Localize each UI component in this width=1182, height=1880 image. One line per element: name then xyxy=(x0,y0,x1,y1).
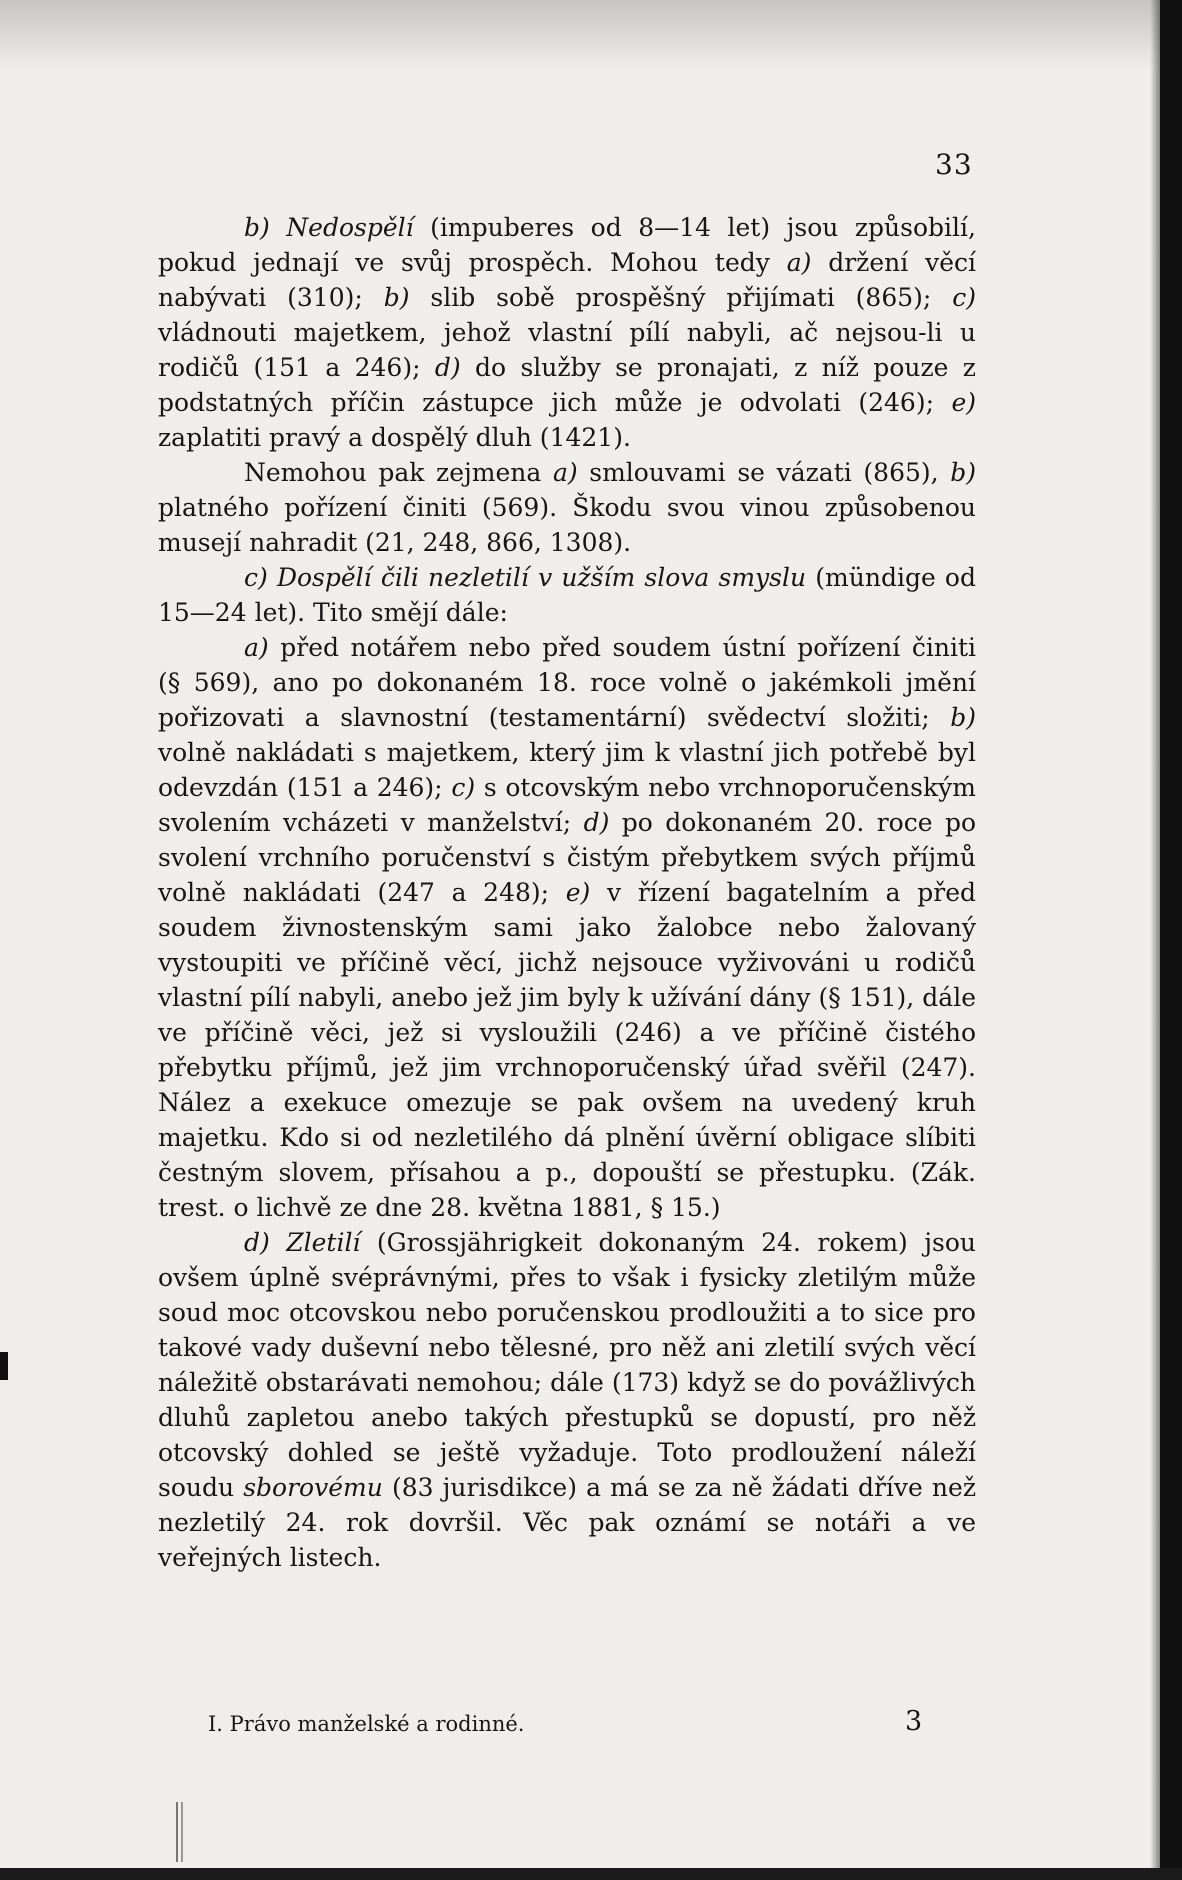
italic-text: c) xyxy=(952,283,977,312)
text-run: Nemohou pak zejmena xyxy=(244,458,553,487)
italic-text: d) xyxy=(583,808,610,837)
paragraph-zletili xyxy=(158,1225,976,1575)
margin-mark xyxy=(176,1802,183,1862)
text-run: slib sobě prospěšný přijímati (865); xyxy=(409,283,953,312)
text-run: v řízení bagatelním a před soudem živnostenským sami jako žalobce nebo žalovaný vystoupiti ve příčině věcí, jichž nejsouce vyživováni u rodičů vlastní pílí nabyli, anebo jež jim byly k užívání dány (§ 151), dále ve příčině věci, jež si vysloužili (246) a ve příčině čistého přebytku příjmů, jež jim vrchnoporučenský úřad svěřil (247). Nález a exekuce omezuje se pak ovšem na uvedený kruh majetku. Kdo si od nezletilého dá plnění úvěrní obligace slíbiti čestným slovem, přísahou a p., dopouští se přestupku. (Zák. trest. o lichvě ze dne 28. května 1881, § 15.) xyxy=(158,878,976,1222)
paragraph-nemohou xyxy=(158,455,976,560)
italic-text: e) xyxy=(951,388,976,417)
text-run: platného pořízení činiti (569). Škodu svou vinou způsobenou musejí nahradit (21, 248, 866, 1308). xyxy=(158,493,976,557)
italic-text: a) xyxy=(244,633,269,662)
italic-text: c) xyxy=(451,773,476,802)
text-run: zaplatiti pravý a dospělý dluh (1421). xyxy=(158,423,631,452)
text-run: po dokonaném 20. roce po svolení vrchního poručenství s čistým přebytkem svých příjmů volně nakládati (247 a 248); xyxy=(158,808,976,907)
italic-text: b) xyxy=(950,458,976,487)
italic-text: b) Nedospělí xyxy=(244,213,414,242)
italic-text: a) xyxy=(786,248,812,277)
scan-edge-shadow xyxy=(1150,0,1160,1880)
italic-text: d) xyxy=(434,353,461,382)
signature-number: 3 xyxy=(905,1706,923,1737)
text-run: (83 jurisdikce) a má se za ně žádati dříve než nezletilý 24. rok dovršil. Věc pak oznámí se notáři a ve veřejných listech. xyxy=(158,1473,976,1572)
page-number: 33 xyxy=(935,148,973,181)
text-run: smlouvami se vázati (865), xyxy=(577,458,951,487)
scan-edge-right xyxy=(1160,0,1182,1880)
text-run: (impuberes od 8—14 let) jsou způsobilí, pokud jednají ve svůj prospěch. Mohou tedy xyxy=(158,213,976,277)
italic-text: e) xyxy=(565,878,591,907)
binding-mark xyxy=(0,1352,8,1380)
text-run: před notářem nebo před soudem ústní pořízení činiti (§ 569), ano po dokonaném 18. roce volně o jakémkoli jmění pořizovati a slavnostní (testamentární) svědectví složiti; xyxy=(158,633,976,732)
italic-text: sborovému xyxy=(243,1473,383,1502)
scan-edge-bottom xyxy=(0,1868,1182,1880)
text-run: držení věcí nabývati (310); xyxy=(158,248,976,312)
italic-text: b) xyxy=(383,283,410,312)
text-run: volně nakládati s majetkem, který jim k vlastní jich potřebě byl odevzdán (151 a 246); xyxy=(158,738,976,802)
paragraph-dospeli xyxy=(158,560,976,630)
italic-text: c) Dospělí čili nezletilí v užším slova smyslu xyxy=(244,563,807,592)
text-run: do služby se pronajati, z níž pouze z podstatných příčin zástupce jich může je odvolati (246); xyxy=(158,353,976,417)
italic-text: a) xyxy=(552,458,578,487)
text-run: vládnouti majetkem, jehož vlastní pílí nabyli, ač nejsou-li u rodičů (151 a 246); xyxy=(158,318,976,382)
signature-label: I. Právo manželské a rodinné. xyxy=(208,1712,525,1736)
italic-text: b) xyxy=(950,703,976,732)
paragraph-nedospeli xyxy=(158,210,976,455)
page-body xyxy=(158,210,976,1575)
paragraph-opravneni xyxy=(158,630,976,1225)
scan-shadow-top xyxy=(0,0,1182,70)
text-run: (Grossjährigkeit dokonaným 24. rokem) jsou ovšem úplně svéprávnými, přes to však i fysicky zletilým může soud moc otcovskou nebo poručenskou prodloužiti a to sice pro takové vady duševní nebo tělesné, pro něž ani zletilí svých věcí náležitě obstarávati nemohou; dále (173) když se do povážlivých dluhů zapletou anebo takých přestupků se dopustí, pro něž otcovský dohled se ještě vyžaduje. Toto prodloužení náleží soudu xyxy=(158,1228,976,1502)
italic-text: d) Zletilí xyxy=(244,1228,361,1257)
text-run: (mündige od 15—24 let). Tito smějí dále: xyxy=(158,563,976,627)
text-run: s otcovským nebo vrchnoporučenským svolením vcházeti v manželství; xyxy=(158,773,976,837)
